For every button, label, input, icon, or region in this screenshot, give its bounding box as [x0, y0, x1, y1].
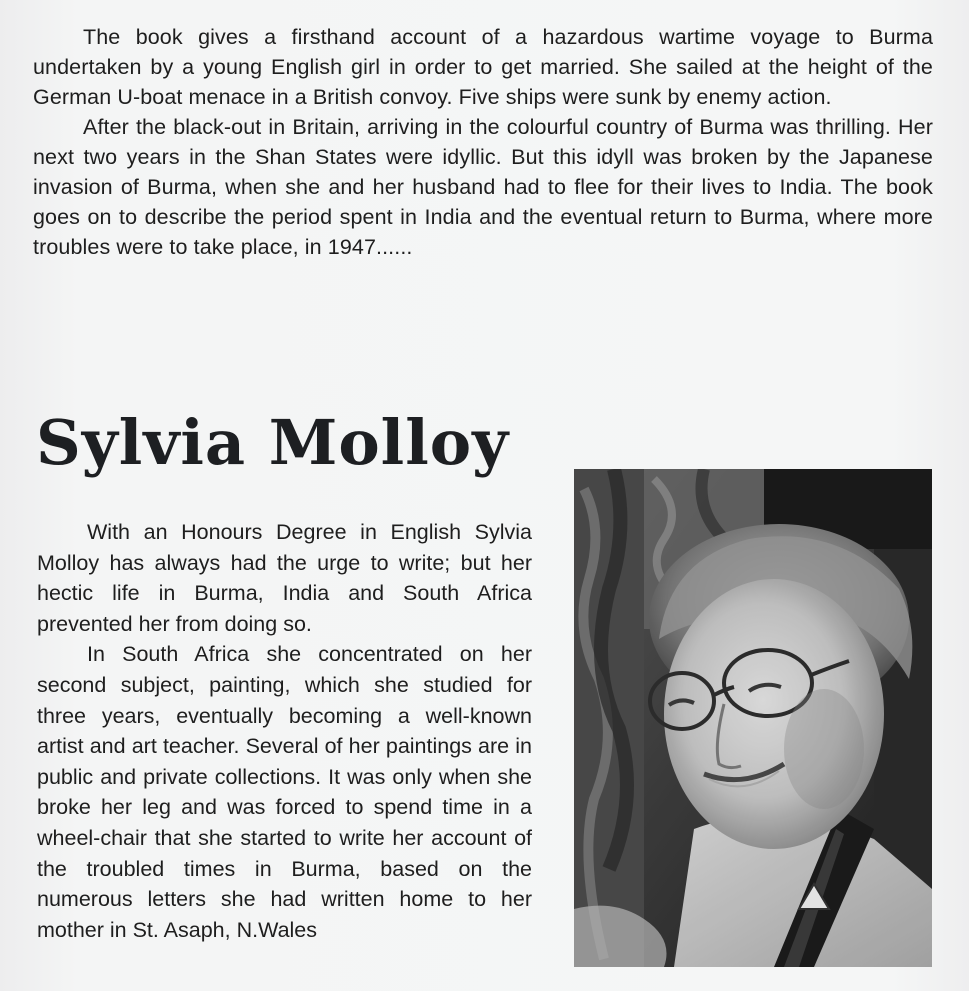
blurb-paragraph-1: The book gives a firsthand account of a hazardous wartime voyage to Burma undertaken by a young English girl in order to get married. She sailed at the height of the German U-boat menace in a British convoy. Five ships were sunk by enemy action.: [33, 25, 933, 109]
bio-paragraph-2: In South Africa she concentrated on her second subject, painting, which she studied for three years, eventually becoming a well-known artist and art teacher. Several of her paintings are in public and private collections. It was only when she broke her leg and was forced to spend time in a wheel-chair that she started to write her account of the troubled times in Burma, based on the numerous letters she had written home to her mother in St. Asaph, N.Wales: [37, 642, 532, 942]
author-portrait-photo: [574, 469, 932, 967]
author-name-heading: Sylvia Molloy: [36, 406, 510, 479]
book-blurb: [33, 22, 933, 262]
author-biography: [37, 517, 532, 945]
portrait-illustration: [574, 469, 932, 967]
blurb-paragraph-2: After the black-out in Britain, arriving in the colourful country of Burma was thrilling. Her next two years in the Shan States were idyllic. But this idyll was broken by the Japanese invasion of Burma, when she and her husband had to flee for their lives to India. The book goes on to describe the period spent in India and the eventual return to Burma, where more troubles were to take place, in 1947......: [33, 115, 933, 259]
bio-paragraph-1: With an Honours Degree in English Sylvia Molloy has always had the urge to write; but her hectic life in Burma, India and South Africa prevented her from doing so.: [37, 520, 532, 636]
